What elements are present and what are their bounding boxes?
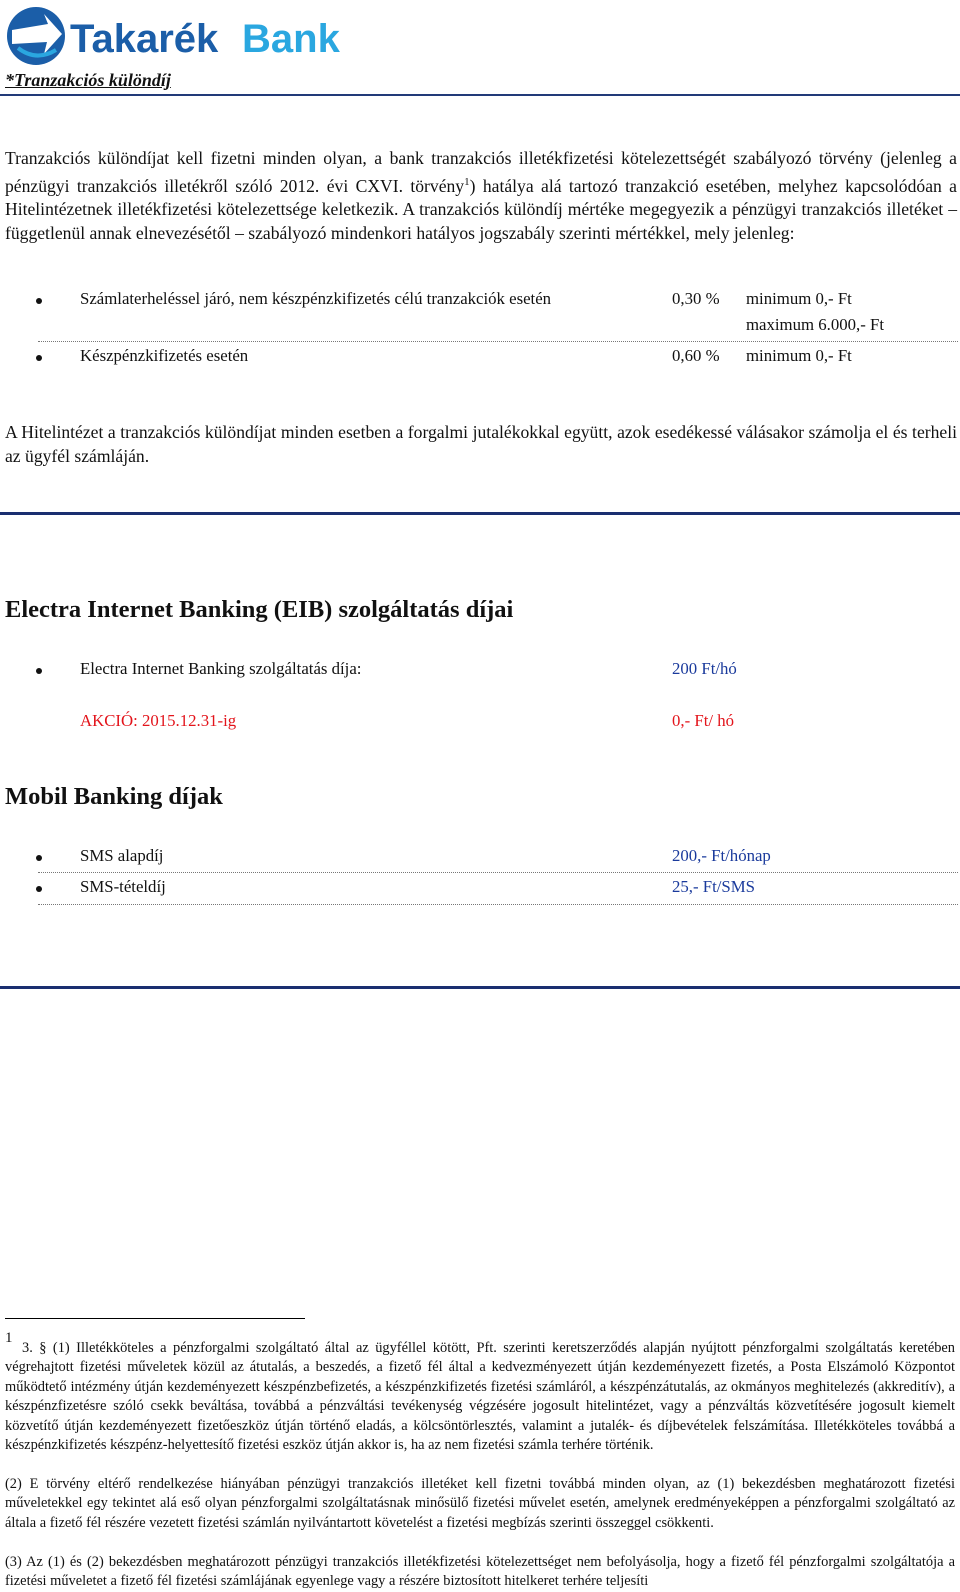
- logo-text-bank: Bank: [242, 17, 340, 61]
- eib-fee-value: 200 Ft/hó: [672, 659, 737, 678]
- row-divider: [38, 904, 958, 905]
- fee-label: Számlaterheléssel járó, nem készpénzkifizetés célú tranzakciók esetén: [80, 289, 552, 308]
- bullet-icon: [36, 668, 42, 674]
- mobil-fee-value: 25,- Ft/SMS: [672, 877, 756, 896]
- footnote-paragraph-2: (2) E törvény eltérő rendelkezése hiányában pénzügyi tranzakciós illetéket kell fizetni továbbá minden olyan, az (1) bekezdésben meghatározott fizetési műveletekkel egy tekintet alá eső olyan pénzforgalmi szolgáltatásnak minősülő fizetési művelet esetén, amelynek eredményeképpen a pénzforgalmi szolgáltató az általa a fizető fél részére vezetett fizetési számlán nyilvántartott követelést a fizetési megbízás szerinti összeggel csökkenti.: [5, 1476, 955, 1531]
- fee-row-cash: [0, 346, 960, 372]
- settlement-paragraph: A Hitelintézet a tranzakciós különdíjat minden esetben a forgalmi jutalékokkal együtt, azok esedékessé válásakor számolja el és terheli az ügyfél számláján.: [5, 422, 957, 466]
- fee-minimum: minimum 0,- Ft: [746, 289, 852, 308]
- mobil-fee-row: [0, 877, 960, 903]
- promo-label: AKCIÓ: 2015.12.31-ig: [80, 711, 237, 730]
- section-divider: [0, 512, 960, 515]
- logo-graphic: [4, 4, 364, 68]
- bullet-icon: [36, 355, 42, 361]
- mobil-fee-label: SMS-tételdíj: [80, 877, 166, 896]
- eib-fee-label: Electra Internet Banking szolgáltatás díja:: [80, 659, 362, 678]
- eib-fee-row: [0, 659, 960, 685]
- bullet-icon: [36, 855, 42, 861]
- logo-text-takarek: Takarék: [70, 17, 219, 61]
- promo-value: 0,- Ft/ hó: [672, 711, 735, 730]
- fee-minimum: minimum 0,- Ft: [746, 346, 852, 365]
- eib-promo-row: [0, 711, 960, 737]
- mobil-fee-value: 200,- Ft/hónap: [672, 846, 771, 865]
- fee-rate: 0,30 %: [672, 289, 720, 308]
- footnote-paragraph-3: (3) Az (1) és (2) bekezdésben meghatározott pénzügyi tranzakciós illetékfizetési kötelezettséget nem befolyásolja, hogy a fizető fél pénzforgalmi szolgáltatója a fizetési műveletet a fizető fél fizetési számlájának egyenlege vagy a részére biztosított hitelkeret terhére teljesíti: [5, 1554, 955, 1590]
- row-divider: [38, 341, 958, 342]
- fee-label: Készpénzkifizetés esetén: [80, 346, 249, 365]
- fee-rate: 0,60 %: [672, 346, 720, 365]
- takarekbank-logo: [4, 4, 364, 68]
- footnote-mark: 1: [5, 1330, 13, 1346]
- mobil-heading: Mobil Banking díjak: [5, 783, 223, 810]
- section-title-tranzakcios: *Tranzakciós különdíj: [5, 70, 171, 90]
- bullet-icon: [36, 298, 42, 304]
- fee-maximum: maximum 6.000,- Ft: [746, 315, 884, 334]
- intro-text-a: Tranzakciós különdíjat kell fizetni minden olyan, a bank tranzakciós illetékfizetési kötelezettségét szabályozó törvény (jelenleg a pénzügyi tranzakciós illetékről szóló 2012. évi CXVI. törvény: [5, 148, 957, 196]
- row-divider: [38, 872, 958, 873]
- bullet-icon: [36, 886, 42, 892]
- footnote-ref: 1: [464, 175, 470, 188]
- fee-row-noncash-max: [0, 315, 960, 341]
- mobil-fee-row: [0, 846, 960, 872]
- section-divider: [0, 986, 960, 989]
- eib-heading: Electra Internet Banking (EIB) szolgáltatás díjai: [5, 596, 514, 623]
- fee-row-noncash: [0, 289, 960, 315]
- intro-paragraph: [5, 147, 957, 246]
- mobil-fee-label: SMS alapdíj: [80, 846, 164, 865]
- footnote-paragraph-1: 3. § (1) Illetékköteles a pénzforgalmi szolgáltató által az ügyféllel kötött, Pft. szerinti keretszerződés alapján nyújtott pénzforgalmi szolgáltatás keretében végrehajtott fizetési műveletek közül az átutalás, a beszedés, a fizető fél által a kedvezményezett útján kezdeményezett fizetés, a Posta Elszámoló Központot működtető intézmény útján kezdeményezett készpénzbefizetés, a készpénzkifizetés fizetési számláról, a készpénzátutalás, az okmányos meghitelezés (akkreditív), a készpénzfizetésre szóló csekk beváltása, továbbá a pénzváltási tevékenység végzésére jogosult hitelintézet, vagy a pénzváltás közvetítésére jogosult kiemelt közvetítő útján kezdeményezett fizetőeszköz útján történő eladás, a kölcsöntörlesztés, valamint a jutalék- és díjbevételek felszámítása. Illetékköteles továbbá a készpénzkifizetés készpénz-helyettesítő fizetési eszköz útján akkor is, ha az nem fizetési számla terhére történik.: [5, 1340, 955, 1454]
- footnote-separator: [5, 1318, 305, 1319]
- header-divider: [0, 94, 960, 96]
- intro-text-b: ) hatálya alá tartozó tranzakció esetében, melyhez kapcsolódóan a Hitelintézetnek illetékfizetési kötelezettsége keletkezik. A tranzakciós különdíj mértéke megegyezik a pénzügyi tranzakciós illetéket – függetlenül annak elnevezésétől – szabályozó mindenkori hatályos jogszabály szerinti mértékkel, mely jelenleg:: [5, 175, 957, 244]
